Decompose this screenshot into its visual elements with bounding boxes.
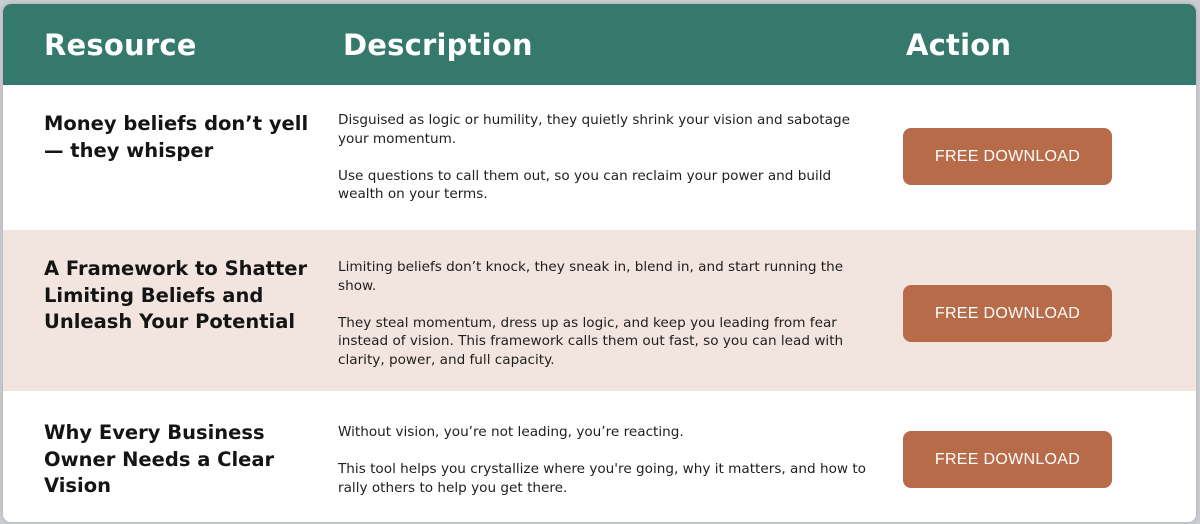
resources-table [3, 4, 1196, 522]
header-action: Action [906, 28, 1012, 62]
description-paragraph: Limiting beliefs don’t knock, they sneak in, blend in, and start running the show. [338, 259, 844, 294]
resource-title: Money beliefs don’t yell — they whisper [44, 112, 309, 162]
resource-description [338, 258, 868, 369]
resource-description [338, 111, 868, 204]
description-paragraph: This tool helps you crystallize where you're going, why it matters, and how to rally others to help you get there. [338, 461, 866, 496]
resource-description [338, 423, 868, 497]
free-download-button[interactable]: FREE DOWNLOAD [903, 285, 1112, 342]
description-paragraph: They steal momentum, dress up as logic, and keep you leading from fear instead of vision. This framework calls them out fast, so you can lead with clarity, power, and full capacity. [338, 314, 844, 368]
resource-title: A Framework to Shatter Limiting Beliefs and Unleash Your Potential [44, 257, 308, 333]
table-row [3, 230, 1196, 391]
resource-title: Why Every Business Owner Needs a Clear Vision [44, 421, 275, 497]
header-description: Description [343, 28, 533, 62]
table-row [3, 391, 1196, 522]
free-download-button[interactable]: FREE DOWNLOAD [903, 431, 1112, 488]
description-paragraph: Use questions to call them out, so you can reclaim your power and build wealth on your terms. [338, 167, 832, 202]
table-header [3, 4, 1196, 85]
table-row [3, 85, 1196, 230]
free-download-button[interactable]: FREE DOWNLOAD [903, 128, 1112, 185]
description-paragraph: Without vision, you’re not leading, you’re reacting. [338, 424, 684, 440]
description-paragraph: Disguised as logic or humility, they quietly shrink your vision and sabotage your momentum. [338, 112, 850, 147]
header-resource: Resource [44, 28, 197, 62]
